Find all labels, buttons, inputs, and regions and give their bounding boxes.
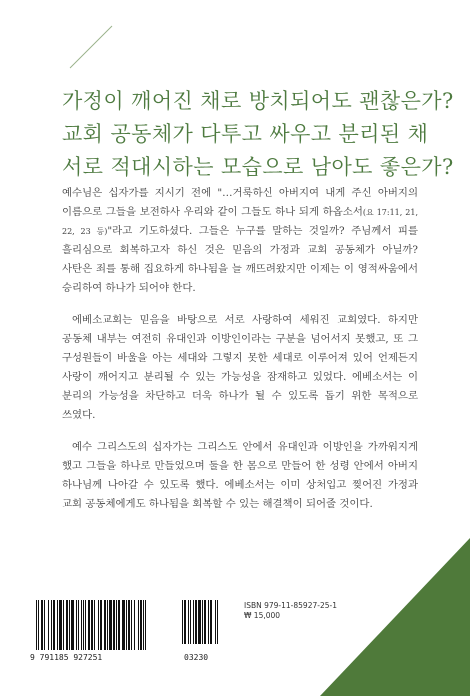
paragraph-1-part-a: 예수님은 십자가를 지시기 전에 "…거룩하신 아버지여 내게 주신 아버지의 이름으로 그들을 보전하사 우리와 같이 그들도 하나 되게 하옵소서 bbox=[62, 187, 418, 218]
paragraph-3: 예수 그리스도의 십자가는 그리스도 안에서 유대인과 이방인을 가까워지게 했고 그들을 하나로 만들었으며 둘을 한 몸으로 만들어 한 성령 안에서 아버지 하나님께 나아갈 수 있도록 했다. 에베소서는 이미 상처입고 찢어진 가정과 교회 공동체에게도 하나됨을 회복할 수 있는 해결책이 되어줄 것이다. bbox=[62, 441, 418, 510]
paragraph-2: 에베소교회는 믿음을 바탕으로 서로 사랑하여 세워진 교회였다. 하지만 공동체 내부는 여전히 유대인과 이방인이라는 구분을 넘어서지 못했고, 또 그 구성원들이 바울을 아는 세대와 그렇지 못한 세대로 이루어져 있어 언제든지 사랑이 깨어지고 분리될 수 있는 가능성을 잠재하고 있었다. 에베소서는 이 분리의 가능성을 차단하고 더욱 하나가 될 수 있도록 돕기 위한 목적으로 쓰였다. bbox=[62, 314, 418, 421]
headline bbox=[62, 85, 454, 184]
isbn-block bbox=[244, 601, 337, 621]
price: ₩ 15,000 bbox=[244, 611, 281, 620]
barcode-addon bbox=[178, 600, 234, 662]
description-text bbox=[62, 184, 418, 527]
barcode-addon-digits: 03230 bbox=[184, 653, 209, 662]
paragraph-1 bbox=[62, 184, 418, 298]
headline-line-2: 교회 공동체가 다투고 싸우고 분리된 채 bbox=[62, 122, 429, 146]
paragraph-1-part-b: "라고 기도하셨다. 그들은 누구를 말하는 것일까? 주님께서 피를 흘리심으로 회복하고자 하신 것은 믿음의 가정과 교회 공동체가 아닐까? 사탄은 죄를 통해 집요하게 하나됨을 늘 깨뜨려왔지만 이제는 이 영적싸움에서 승리하여 하나가 되어야 한다. bbox=[62, 225, 418, 294]
headline-line-3: 서로 적대시하는 모습으로 남아도 좋은가? bbox=[62, 155, 454, 179]
isbn-number: ISBN 979-11-85927-25-1 bbox=[244, 601, 337, 610]
barcode-bars bbox=[30, 600, 180, 652]
scripture-reference: (요 17:11, 21, 22, 23 등) bbox=[62, 208, 418, 236]
barcode-addon-bars bbox=[178, 600, 234, 652]
barcode-digits: 9 791185 927251 bbox=[30, 653, 103, 662]
headline-line-1: 가정이 깨어진 채로 방치되어도 괜찮은가? bbox=[62, 89, 454, 113]
